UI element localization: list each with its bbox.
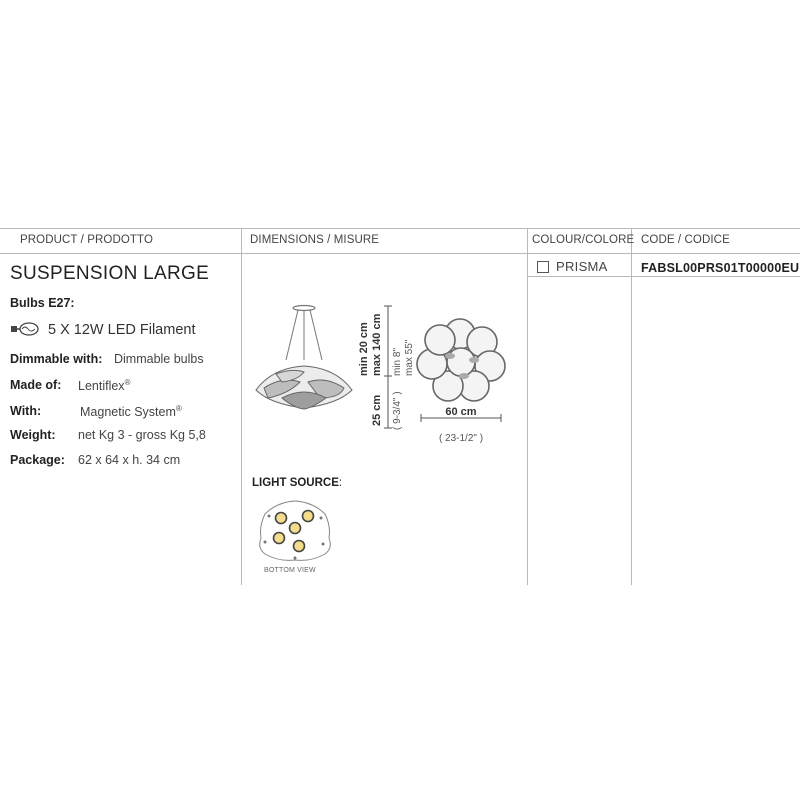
light-source-bottom-view (255, 496, 335, 564)
height-metric-min: min 20 cm (358, 322, 370, 376)
package-label: Package: (10, 453, 65, 467)
made-of-label: Made of: (10, 378, 62, 392)
made-of-mark: ® (124, 378, 131, 387)
bulb-position-4 (274, 533, 285, 544)
bulb-icon (10, 322, 40, 341)
bulb-position-5 (294, 541, 305, 552)
bulbs-value: 5 X 12W LED Filament (48, 322, 196, 338)
bulb-position-3 (290, 523, 301, 534)
dimmable-value: Dimmable bulbs (114, 352, 204, 366)
header-dimensions: DIMENSIONS / MISURE (250, 234, 380, 246)
bulbs-label: Bulbs E27: (10, 296, 75, 310)
bulb-position-2 (303, 511, 314, 522)
colour-name: PRISMA (556, 259, 608, 274)
table-top-border (0, 228, 800, 229)
product-title: SUSPENSION LARGE (10, 263, 210, 284)
bulb-position-1 (276, 513, 287, 524)
with-mark: ® (175, 404, 182, 413)
column-divider-2 (527, 228, 528, 585)
package-value: 62 x 64 x h. 34 cm (78, 453, 181, 467)
light-source-label: LIGHT SOURCE: (252, 477, 343, 489)
dimmable-label: Dimmable with: (10, 352, 103, 366)
width-metric: 60 cm (445, 406, 477, 418)
made-of-value: Lentiflex® (78, 378, 131, 394)
column-divider-3 (631, 228, 632, 585)
header-code: CODE / CODICE (641, 234, 730, 246)
with-value: Magnetic System® (80, 404, 182, 420)
lamp-top-view (417, 319, 505, 401)
weight-label: Weight: (10, 428, 56, 442)
header-bottom-border (0, 253, 800, 254)
with-label: With: (10, 404, 42, 418)
dimension-drawing (242, 290, 526, 450)
height-imperial-max: max 55" (404, 339, 415, 376)
bottom-view-label: BOTTOM VIEW (264, 567, 316, 574)
product-code: FABSL00PRS01T00000EU (641, 261, 800, 275)
colour-checkbox[interactable] (537, 261, 549, 273)
lamp-side-view (256, 366, 352, 409)
body-height-imperial: ( 9-3/4" ) (392, 391, 403, 430)
body-height-metric: 25 cm (371, 394, 383, 426)
width-imperial: ( 23-1/2" ) (438, 433, 484, 444)
light-source-colon: : (338, 477, 343, 489)
height-metric-max: max 140 cm (371, 313, 383, 376)
header-colour: COLOUR/COLORE (532, 234, 635, 246)
colour-row-border (527, 276, 800, 277)
height-imperial-min: min 8" (392, 347, 403, 376)
header-product: PRODUCT / PRODOTTO (20, 234, 153, 246)
weight-value: net Kg 3 - gross Kg 5,8 (78, 428, 206, 442)
